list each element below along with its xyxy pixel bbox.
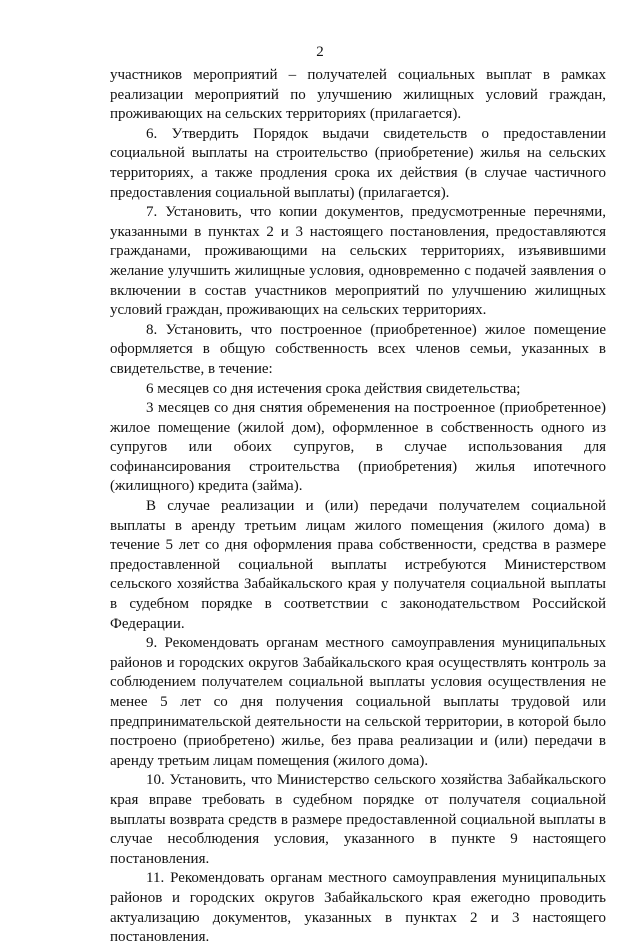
paragraph-item-9: 9. Рекомендовать органам местного самоуправления муниципальных районов и городских округов Забайкальского края осуществлять контроль за соблюдением получателем социальной выплаты условия осуществления не менее 5 лет со дня получения социальной выплаты трудовой или предпринимательской деятельности на сельской территории, в которой было построено (приобретено) жилье, без права реализации и (или) передачи в аренду третьим лицам помещения (жилого дома).: [110, 635, 606, 769]
paragraph-item-8-term-1: 6 месяцев со дня истечения срока действия свидетельства;: [146, 380, 521, 397]
paragraph-item-6: 6. Утвердить Порядок выдачи свидетельств о предоставлении социальной выплаты на строительство (приобретение) жилья на сельских территориях, а также продления срока их действия (в случае частичного предоставления социальной выплаты) (прилагается).: [110, 125, 606, 201]
paragraph-item-7: 7. Установить, что копии документов, предусмотренные перечнями, указанными в пунктах 2 и 3 настоящего постановления, предоставляются гражданами, проживающими на сельских территориях, изъявившими желание улучшить жилищные условия, одновременно с подачей заявления о включении в состав участников мероприятий по улучшению жилищных условий граждан, проживающих на сельских территориях.: [110, 204, 606, 319]
paragraph-item-10: 10. Установить, что Министерство сельского хозяйства Забайкальского края вправе требовать в судебном порядке от получателя социальной выплаты возврата средств в размере предоставленной социальной выплаты в случае несоблюдения условия, указанного в пункте 9 настоящего постановления.: [110, 772, 606, 867]
paragraph-item-8-term-2: 3 месяцев со дня снятия обременения на построенное (приобретенное) жилое помещение (жилой дом), оформленное в собственность одного из супругов или обоих супругов, в случае использования для софинансирования строительства (приобретения) жилья ипотечного (жилищного) кредита (займа).: [110, 400, 606, 495]
paragraph-item-8-sale-clause: В случае реализации и (или) передачи получателем социальной выплаты в аренду третьим лицам жилого помещения (жилого дома) в течение 5 лет со дня оформления права собственности, средства в размере предоставленной социальной выплаты истребуются Министерством сельского хозяйства Забайкальского края у получателя социальной выплаты в судебном порядке в соответствии с законодательством Российской Федерации.: [110, 498, 606, 632]
page-number: 2: [316, 44, 324, 60]
paragraph-item-8: 8. Установить, что построенное (приобретенное) жилое помещение оформляется в общую собственность всех членов семьи, указанных в свидетельстве, в течение:: [110, 321, 606, 377]
paragraph-item-11: 11. Рекомендовать органам местного самоуправления муниципальных районов и городских округов Забайкальского края ежегодно проводить актуализацию документов, указанных в пунктах 2 и 3 настоящего постановления.: [110, 870, 606, 946]
document-body: [110, 66, 606, 948]
paragraph-continuation: участников мероприятий – получателей социальных выплат в рамках реализации мероприятий по улучшению жилищных условий граждан, проживающих на сельских территориях (прилагается).: [110, 67, 606, 123]
